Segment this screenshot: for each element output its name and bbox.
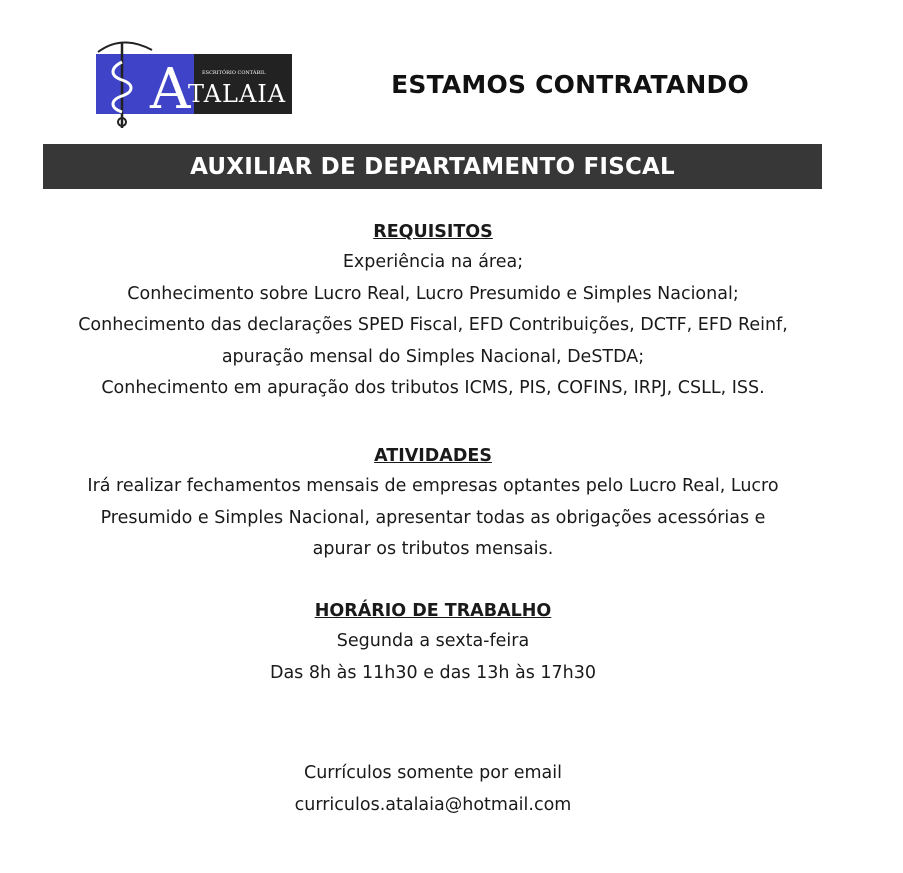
logo-arc bbox=[98, 42, 152, 52]
page-headline: ESTAMOS CONTRATANDO bbox=[391, 70, 749, 99]
activity-line: apurar os tributos mensais. bbox=[312, 539, 554, 559]
activities-section bbox=[0, 441, 866, 566]
contact-section bbox=[0, 757, 866, 821]
contact-note: Currículos somente por email bbox=[304, 763, 562, 783]
atalaia-logo bbox=[92, 36, 292, 132]
requirements-title: REQUISITOS bbox=[373, 222, 493, 242]
job-title: AUXILIAR DE DEPARTAMENTO FISCAL bbox=[190, 153, 675, 180]
requirement-line: Experiência na área; bbox=[342, 252, 524, 272]
logo-graphic bbox=[92, 36, 292, 132]
contact-email[interactable]: curriculos.atalaia@hotmail.com bbox=[294, 795, 572, 815]
schedule-section bbox=[0, 596, 866, 689]
activities-title: ATIVIDADES bbox=[374, 446, 492, 466]
requirement-line: Conhecimento das declarações SPED Fiscal, EFD Contribuições, DCTF, EFD Reinf, bbox=[78, 315, 788, 335]
requirements-section bbox=[0, 217, 866, 405]
schedule-line: Segunda a sexta-feira bbox=[336, 631, 530, 651]
logo-wordmark: TALAIA bbox=[188, 80, 287, 108]
schedule-title: HORÁRIO DE TRABALHO bbox=[314, 601, 552, 621]
requirement-line: apuração mensal do Simples Nacional, DeSTDA; bbox=[221, 346, 645, 367]
activity-line: Presumido e Simples Nacional, apresentar todas as obrigações acessórias e bbox=[100, 507, 766, 528]
logo-initial: A bbox=[150, 57, 191, 122]
job-title-banner bbox=[43, 144, 822, 189]
requirement-line: Conhecimento sobre Lucro Real, Lucro Presumido e Simples Nacional; bbox=[127, 283, 739, 304]
schedule-line: Das 8h às 11h30 e das 13h às 17h30 bbox=[269, 662, 597, 683]
requirement-line: Conhecimento em apuração dos tributos ICMS, PIS, COFINS, IRPJ, CSLL, ISS. bbox=[101, 378, 765, 398]
logo-subtitle: ESCRITÓRIO CONTÁBIL bbox=[202, 70, 266, 76]
activity-line: Irá realizar fechamentos mensais de empresas optantes pelo Lucro Real, Lucro bbox=[87, 476, 779, 496]
